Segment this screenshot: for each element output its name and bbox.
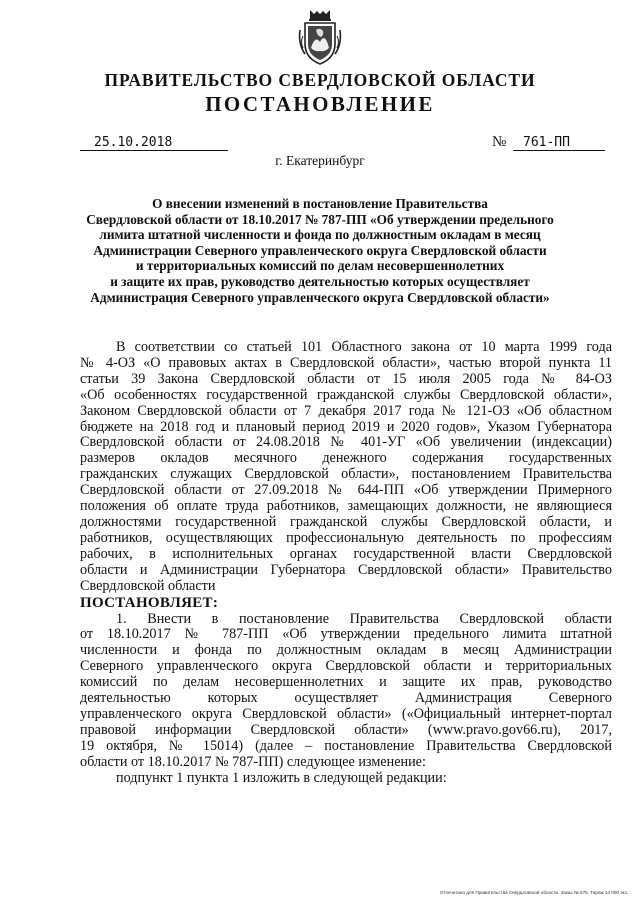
preamble-line: области и Администрации Губернатора Свердловской области» Правительство xyxy=(80,562,612,578)
item-line: управленческого округа Свердловской области» («Официальный интернет-портал xyxy=(80,706,612,722)
title-line: и защите их прав, руководство деятельностью которых осуществляет xyxy=(110,273,530,289)
item-line: 19 октября, № 15014) (далее – постановление Правительства Свердловской xyxy=(80,738,612,754)
preamble-line: бюджете на 2018 год и плановый период 2019 и 2020 годов», Указом Губернатора xyxy=(80,419,612,435)
coat-of-arms-emblem xyxy=(297,8,343,66)
item-line: Северного управленческого округа Свердловской области и территориальных xyxy=(80,659,612,675)
item-line: 1. Внести в постановление Правительства Свердловской области xyxy=(116,611,612,627)
item-line: численности и фонда по должностным окладам в месяц Администрации xyxy=(80,643,612,659)
preamble-paragraph xyxy=(80,340,612,595)
preamble-line: В соответствии со статьей 101 Областного закона от 10 марта 1999 года xyxy=(116,340,612,355)
preamble-line: Свердловской области от 27.09.2018 № 644-ПП «Об утверждении Примерного xyxy=(80,483,612,499)
preamble-line: положения об оплате труда работников, замещающих должности, не являющиеся xyxy=(80,499,612,515)
preamble-line: размеров окладов месячного денежного содержания государственных xyxy=(80,451,612,467)
document-body xyxy=(80,340,612,786)
title-line: О внесении изменений в постановление Правительства xyxy=(152,196,488,211)
document-date: 25.10.2018 xyxy=(80,136,228,151)
city: г. Екатеринбург xyxy=(275,153,365,168)
preamble-line: № 4-ОЗ «О правовых актах в Свердловской области», частью второй пункта 11 xyxy=(80,355,612,371)
title-line: и территориальных комиссий по делам несовершеннолетних xyxy=(135,258,505,274)
title-line: Администрации Северного управленческого округа Свердловской области xyxy=(93,242,547,258)
document-title xyxy=(70,196,570,305)
item-line: деятельностью которых осуществляет Администрация Северного xyxy=(80,691,612,707)
print-footer: Отпечатано для Правительства Свердловской области. Заказ № 575. Тираж 14 000 экз. xyxy=(439,890,628,895)
title-line: лимита штатной численности и фонда по должностным окладам в месяц xyxy=(99,227,541,243)
document-type: ПОСТАНОВЛЕНИЕ xyxy=(205,92,435,116)
subitem-line: подпункт 1 пункта 1 изложить в следующей редакции: xyxy=(116,770,447,786)
title-line: Свердловской области от 18.10.2017 № 787-ПП «Об утверждении предельного xyxy=(86,211,554,227)
government-name: ПРАВИТЕЛЬСТВО СВЕРДЛОВСКОЙ ОБЛАСТИ xyxy=(104,70,536,90)
item-1-paragraph xyxy=(80,612,612,771)
resolves-heading: ПОСТАНОВЛЯЕТ: xyxy=(80,594,219,611)
preamble-line: работников, осуществляющих профессиональную деятельность по профессиям xyxy=(80,530,612,546)
number-sign: № xyxy=(492,134,507,150)
preamble-line: рабочих, в исполнительных органах государственной власти Свердловской xyxy=(80,546,612,562)
item-line: от 18.10.2017 № 787-ПП «Об утверждении предельного лимита штатной xyxy=(80,627,612,643)
preamble-line: гражданских служащих Свердловской области», постановлением Правительства xyxy=(80,467,612,483)
item-line: области от 18.10.2017 № 787-ПП) следующее изменение: xyxy=(80,754,426,770)
item-line: правовой информации Свердловской области» (www.pravo.gov66.ru), 2017, xyxy=(80,722,612,738)
preamble-line: «Об особенностях государственной гражданской службы Свердловской области», xyxy=(80,387,612,403)
preamble-line: статьи 39 Закона Свердловской области от 15 июля 2005 года № 84-ОЗ xyxy=(80,371,612,387)
document-number: 761-ПП xyxy=(513,136,605,151)
preamble-line: Свердловской области от 24.08.2018 № 401-УГ «Об увеличении (индексации) xyxy=(80,435,612,451)
title-line: Администрация Северного управленческого округа Свердловской области» xyxy=(90,289,550,305)
item-line: комиссий по делам несовершеннолетних и защите их прав, руководство xyxy=(80,675,612,691)
preamble-line: Законом Свердловской области от 7 декабря 2017 года № 121-ОЗ «Об областном xyxy=(80,403,612,419)
preamble-line: должностями государственной гражданской службы Свердловской области, и xyxy=(80,514,612,530)
preamble-line: Свердловской области xyxy=(80,578,216,594)
